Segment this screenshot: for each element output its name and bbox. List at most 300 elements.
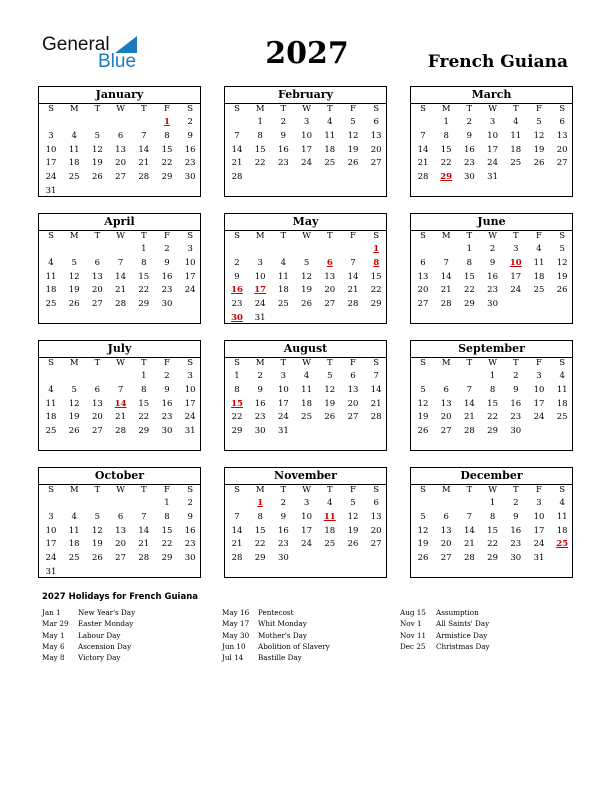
weekday-label: W [488, 231, 497, 241]
day-cell: 29 [138, 426, 150, 437]
day-cell: 31 [533, 553, 545, 564]
day-cell: 18 [45, 285, 57, 296]
day-cell: 8 [141, 384, 147, 395]
day-cell: 28 [115, 426, 126, 437]
weekday-label: T [326, 485, 333, 495]
holiday-day: 8 [373, 257, 380, 268]
day-cell: 7 [373, 371, 379, 381]
day-cell: 15 [138, 271, 150, 282]
weekday-label: M [255, 231, 265, 241]
holiday-date: Aug 15 [400, 608, 426, 617]
holiday-day: 14 [114, 398, 127, 409]
day-cell: 27 [370, 158, 382, 169]
day-cell: 18 [510, 144, 522, 155]
day-cell: 25 [324, 158, 336, 169]
day-cell: 25 [68, 172, 80, 183]
day-cell: 4 [559, 371, 565, 381]
holiday-date: Nov 11 [400, 630, 427, 640]
day-cell: 17 [301, 525, 312, 536]
day-cell: 15 [370, 271, 382, 282]
day-cell: 22 [254, 539, 266, 550]
day-cell: 19 [417, 412, 429, 423]
day-cell: 1 [141, 371, 147, 381]
day-cell: 4 [280, 257, 287, 268]
day-cell: 29 [161, 553, 173, 564]
day-cell: 17 [277, 398, 289, 409]
day-cell: 14 [463, 398, 475, 409]
day-cell: 2 [164, 244, 170, 254]
holiday-name: Mother's Day [258, 630, 307, 640]
month-april [38, 213, 201, 324]
day-cell: 6 [373, 498, 379, 508]
day-cell: 7 [234, 130, 240, 141]
day-cell: 4 [327, 117, 333, 127]
day-cell: 11 [510, 130, 522, 141]
day-cell: 1 [141, 244, 147, 254]
weekday-label: M [69, 358, 79, 368]
weekday-label: F [536, 104, 542, 114]
day-cell: 4 [48, 257, 54, 268]
day-cell: 15 [161, 525, 173, 536]
day-cell: 8 [164, 511, 170, 522]
day-cell: 11 [68, 144, 80, 155]
weekday-label: M [69, 485, 79, 495]
day-cell: 2 [513, 498, 519, 508]
day-cell: 26 [533, 158, 545, 169]
day-cell: 21 [440, 285, 452, 296]
day-cell: 6 [420, 257, 426, 268]
day-cell: 21 [417, 158, 429, 169]
holiday-name: Whit Monday [258, 619, 307, 629]
day-cell: 29 [487, 426, 498, 437]
day-cell: 2 [187, 498, 193, 508]
day-cell: 17 [533, 525, 545, 536]
day-cell: 12 [417, 398, 429, 409]
day-cell: 29 [370, 299, 382, 310]
holiday-date: May 16 [222, 608, 250, 617]
day-cell: 12 [301, 271, 312, 282]
day-cell: 5 [303, 257, 310, 268]
day-cell: 1 [466, 244, 473, 254]
day-cell: 30 [161, 426, 173, 437]
day-cell: 17 [45, 539, 57, 550]
day-cell: 18 [324, 144, 336, 155]
day-cell: 5 [420, 511, 426, 522]
day-cell: 29 [463, 299, 475, 310]
month-june [410, 213, 573, 324]
day-cell: 2 [466, 117, 473, 127]
holiday-day: 6 [326, 257, 333, 268]
day-cell: 10 [533, 384, 545, 395]
holiday-day: 17 [254, 285, 267, 296]
day-cell: 5 [94, 130, 101, 141]
day-cell: 6 [443, 511, 449, 522]
day-cell: 17 [533, 398, 545, 409]
holiday-day: 1 [373, 244, 380, 254]
month-name: March [471, 88, 512, 101]
day-cell: 20 [556, 144, 568, 155]
day-cell: 2 [513, 371, 519, 381]
day-cell: 14 [370, 384, 382, 395]
month-march [410, 86, 573, 197]
day-cell: 24 [301, 158, 312, 169]
day-cell: 16 [161, 271, 173, 282]
day-cell: 24 [487, 158, 498, 169]
holiday-day: 1 [257, 498, 264, 508]
day-cell: 14 [115, 271, 126, 282]
day-cell: 10 [487, 130, 498, 141]
day-cell: 9 [187, 511, 193, 522]
day-cell: 22 [231, 412, 243, 423]
day-cell: 26 [347, 158, 359, 169]
day-cell: 7 [141, 511, 147, 522]
day-cell: 11 [533, 257, 545, 268]
day-cell: 12 [91, 144, 103, 155]
weekday-label: F [350, 104, 356, 114]
holiday-date: Jan 1 [42, 608, 61, 617]
day-cell: 24 [184, 412, 196, 423]
logo-text-general: General [42, 34, 110, 55]
day-cell: 3 [187, 244, 193, 254]
weekday-label: S [48, 231, 54, 241]
holiday-name: New Year's Day [78, 608, 136, 617]
weekday-label: S [420, 231, 426, 241]
weekday-label: S [187, 104, 194, 114]
day-cell: 7 [141, 130, 147, 141]
day-cell: 25 [277, 299, 289, 310]
day-cell: 13 [440, 398, 452, 409]
month-name: July [107, 342, 132, 355]
weekday-label: S [559, 485, 566, 495]
day-cell: 6 [443, 384, 449, 395]
weekday-label: W [302, 358, 311, 368]
holiday-day: 15 [231, 398, 243, 409]
day-cell: 16 [487, 271, 498, 282]
day-cell: 28 [138, 172, 150, 183]
day-cell: 28 [231, 553, 243, 564]
day-cell: 22 [440, 158, 452, 169]
day-cell: 27 [556, 158, 568, 169]
day-cell: 13 [347, 384, 359, 395]
weekday-label: F [164, 485, 170, 495]
weekday-label: F [350, 231, 356, 241]
holiday-date: Dec 25 [400, 641, 426, 651]
day-cell: 4 [513, 117, 519, 127]
holiday-day: 29 [440, 172, 453, 183]
day-cell: 13 [115, 525, 126, 536]
day-cell: 31 [45, 567, 57, 577]
day-cell: 3 [48, 130, 54, 141]
day-cell: 27 [324, 299, 336, 310]
day-cell: 30 [184, 172, 196, 183]
day-cell: 8 [257, 130, 263, 141]
day-cell: 10 [301, 130, 312, 141]
weekday-label: T [512, 485, 519, 495]
day-cell: 5 [350, 117, 356, 127]
day-cell: 6 [94, 257, 101, 268]
day-cell: 14 [463, 525, 475, 536]
holiday-date: May 30 [222, 630, 250, 640]
weekday-label: M [255, 358, 265, 368]
day-cell: 27 [115, 172, 126, 183]
day-cell: 18 [324, 525, 336, 536]
weekday-label: F [164, 358, 170, 368]
day-cell: 13 [91, 398, 103, 409]
day-cell: 1 [489, 371, 496, 381]
weekday-label: S [373, 231, 380, 241]
day-cell: 7 [466, 511, 473, 522]
day-cell: 18 [45, 412, 57, 423]
day-cell: 23 [231, 299, 243, 310]
day-cell: 2 [234, 257, 240, 268]
weekday-label: T [280, 358, 287, 368]
holiday-name: Armistice Day [436, 630, 488, 640]
day-cell: 22 [463, 285, 475, 296]
day-cell: 8 [489, 384, 496, 395]
month-name: February [277, 88, 333, 101]
day-cell: 27 [440, 553, 452, 564]
day-cell: 11 [556, 384, 568, 395]
day-cell: 1 [443, 117, 449, 127]
weekday-label: S [559, 358, 566, 368]
day-cell: 16 [184, 144, 196, 155]
day-cell: 6 [373, 117, 379, 127]
weekday-label: S [187, 358, 194, 368]
day-cell: 19 [68, 412, 80, 423]
day-cell: 2 [280, 498, 287, 508]
weekday-label: S [420, 358, 426, 368]
day-cell: 23 [277, 539, 289, 550]
weekday-label: W [116, 104, 125, 114]
day-cell: 8 [141, 257, 147, 268]
day-cell: 31 [487, 172, 498, 183]
day-cell: 4 [71, 511, 77, 522]
weekday-label: W [488, 104, 497, 114]
holiday-day: 11 [323, 511, 336, 522]
weekday-label: T [466, 485, 473, 495]
weekday-label: S [420, 104, 426, 114]
day-cell: 20 [440, 539, 452, 550]
day-cell: 24 [45, 553, 57, 564]
day-cell: 12 [347, 511, 359, 522]
weekday-label: T [140, 104, 147, 114]
day-cell: 31 [254, 313, 266, 323]
day-cell: 13 [440, 525, 452, 536]
day-cell: 15 [254, 144, 266, 155]
day-cell: 7 [466, 384, 473, 395]
day-cell: 9 [513, 384, 519, 395]
day-cell: 3 [536, 498, 542, 508]
day-cell: 9 [187, 130, 193, 141]
day-cell: 13 [370, 511, 382, 522]
day-cell: 11 [556, 511, 568, 522]
day-cell: 17 [184, 398, 196, 409]
day-cell: 24 [277, 412, 289, 423]
day-cell: 3 [280, 371, 287, 381]
day-cell: 6 [559, 117, 565, 127]
day-cell: 10 [277, 384, 289, 395]
day-cell: 16 [463, 144, 475, 155]
day-cell: 6 [117, 130, 124, 141]
day-cell: 20 [417, 285, 429, 296]
day-cell: 6 [117, 511, 124, 522]
day-cell: 30 [487, 299, 498, 310]
day-cell: 5 [327, 371, 333, 381]
day-cell: 26 [556, 285, 568, 296]
weekday-label: M [255, 104, 265, 114]
weekday-label: T [512, 104, 519, 114]
day-cell: 23 [184, 158, 196, 169]
day-cell: 18 [533, 271, 545, 282]
day-cell: 11 [68, 525, 80, 536]
month-name: June [477, 215, 506, 228]
weekday-label: S [559, 104, 566, 114]
day-cell: 15 [487, 525, 498, 536]
weekday-label: W [116, 231, 125, 241]
day-cell: 17 [301, 144, 312, 155]
day-cell: 28 [347, 299, 359, 310]
month-november [224, 467, 387, 578]
day-cell: 23 [184, 539, 196, 550]
day-cell: 7 [117, 257, 124, 268]
weekday-label: S [48, 485, 54, 495]
day-cell: 15 [487, 398, 498, 409]
day-cell: 12 [556, 257, 568, 268]
weekday-label: T [140, 358, 147, 368]
day-cell: 3 [257, 257, 263, 268]
weekday-label: S [48, 104, 54, 114]
day-cell: 28 [463, 553, 475, 564]
day-cell: 25 [45, 299, 57, 310]
day-cell: 4 [71, 130, 77, 141]
day-cell: 17 [487, 144, 498, 155]
weekday-label: W [488, 485, 497, 495]
day-cell: 20 [324, 285, 336, 296]
weekday-label: T [326, 104, 333, 114]
holiday-date: May 8 [42, 653, 65, 663]
day-cell: 21 [463, 412, 475, 423]
weekday-label: S [48, 358, 54, 368]
day-cell: 18 [556, 398, 568, 409]
day-cell: 30 [463, 172, 475, 183]
day-cell: 10 [45, 525, 57, 536]
day-cell: 14 [440, 271, 452, 282]
day-cell: 8 [164, 130, 170, 141]
day-cell: 5 [559, 244, 565, 254]
day-cell: 26 [91, 553, 103, 564]
day-cell: 10 [301, 511, 312, 522]
day-cell: 19 [533, 144, 545, 155]
month-name: September [458, 342, 525, 355]
day-cell: 29 [487, 553, 498, 564]
day-cell: 19 [301, 285, 312, 296]
holiday-name: Pentecost [258, 608, 294, 617]
day-cell: 30 [254, 426, 266, 437]
day-cell: 27 [91, 426, 103, 437]
weekday-label: F [164, 104, 170, 114]
holiday-name: Victory Day [78, 653, 121, 663]
day-cell: 26 [324, 412, 336, 423]
holiday-day: 16 [231, 285, 243, 296]
day-cell: 30 [277, 553, 289, 564]
month-december [410, 467, 573, 578]
day-cell: 16 [277, 144, 289, 155]
day-cell: 4 [536, 244, 542, 254]
weekday-label: F [350, 485, 356, 495]
day-cell: 5 [71, 384, 77, 395]
day-cell: 7 [350, 257, 356, 268]
day-cell: 13 [370, 130, 382, 141]
day-cell: 26 [68, 426, 80, 437]
weekday-label: M [69, 104, 79, 114]
day-cell: 16 [161, 398, 173, 409]
day-cell: 21 [231, 158, 243, 169]
day-cell: 24 [301, 539, 312, 550]
day-cell: 20 [115, 539, 126, 550]
day-cell: 30 [510, 553, 522, 564]
day-cell: 18 [68, 158, 80, 169]
day-cell: 25 [324, 539, 336, 550]
weekday-label: T [280, 104, 287, 114]
month-name: October [94, 469, 145, 482]
day-cell: 15 [254, 525, 266, 536]
day-cell: 8 [257, 511, 263, 522]
day-cell: 4 [327, 498, 333, 508]
day-cell: 17 [45, 158, 57, 169]
day-cell: 10 [533, 511, 545, 522]
weekday-label: S [187, 231, 194, 241]
weekday-label: M [441, 104, 451, 114]
day-cell: 23 [161, 285, 173, 296]
month-february [224, 86, 387, 197]
weekday-label: S [234, 231, 240, 241]
day-cell: 9 [164, 257, 170, 268]
day-cell: 4 [559, 498, 565, 508]
day-cell: 21 [231, 539, 243, 550]
day-cell: 12 [417, 525, 429, 536]
weekday-label: M [69, 231, 79, 241]
month-july [38, 340, 201, 451]
day-cell: 9 [280, 130, 287, 141]
weekday-label: T [512, 231, 519, 241]
day-cell: 27 [417, 299, 429, 310]
weekday-label: T [94, 104, 101, 114]
month-name: November [274, 469, 337, 482]
holiday-date: May 17 [222, 619, 250, 629]
day-cell: 11 [324, 130, 336, 141]
weekday-label: W [302, 104, 311, 114]
day-cell: 22 [161, 158, 173, 169]
holiday-day: 30 [231, 313, 243, 323]
holiday-day: 10 [509, 257, 522, 268]
day-cell: 3 [513, 244, 519, 254]
day-cell: 22 [370, 285, 382, 296]
weekday-label: T [280, 485, 287, 495]
day-cell: 11 [301, 384, 312, 395]
day-cell: 12 [68, 398, 80, 409]
day-cell: 10 [184, 257, 196, 268]
day-cell: 19 [91, 539, 103, 550]
weekday-label: S [420, 485, 426, 495]
day-cell: 26 [301, 299, 312, 310]
day-cell: 4 [48, 384, 54, 395]
day-cell: 6 [94, 384, 101, 395]
day-cell: 2 [164, 371, 170, 381]
day-cell: 15 [463, 271, 475, 282]
day-cell: 10 [254, 271, 266, 282]
day-cell: 5 [420, 384, 426, 395]
day-cell: 11 [45, 271, 57, 282]
